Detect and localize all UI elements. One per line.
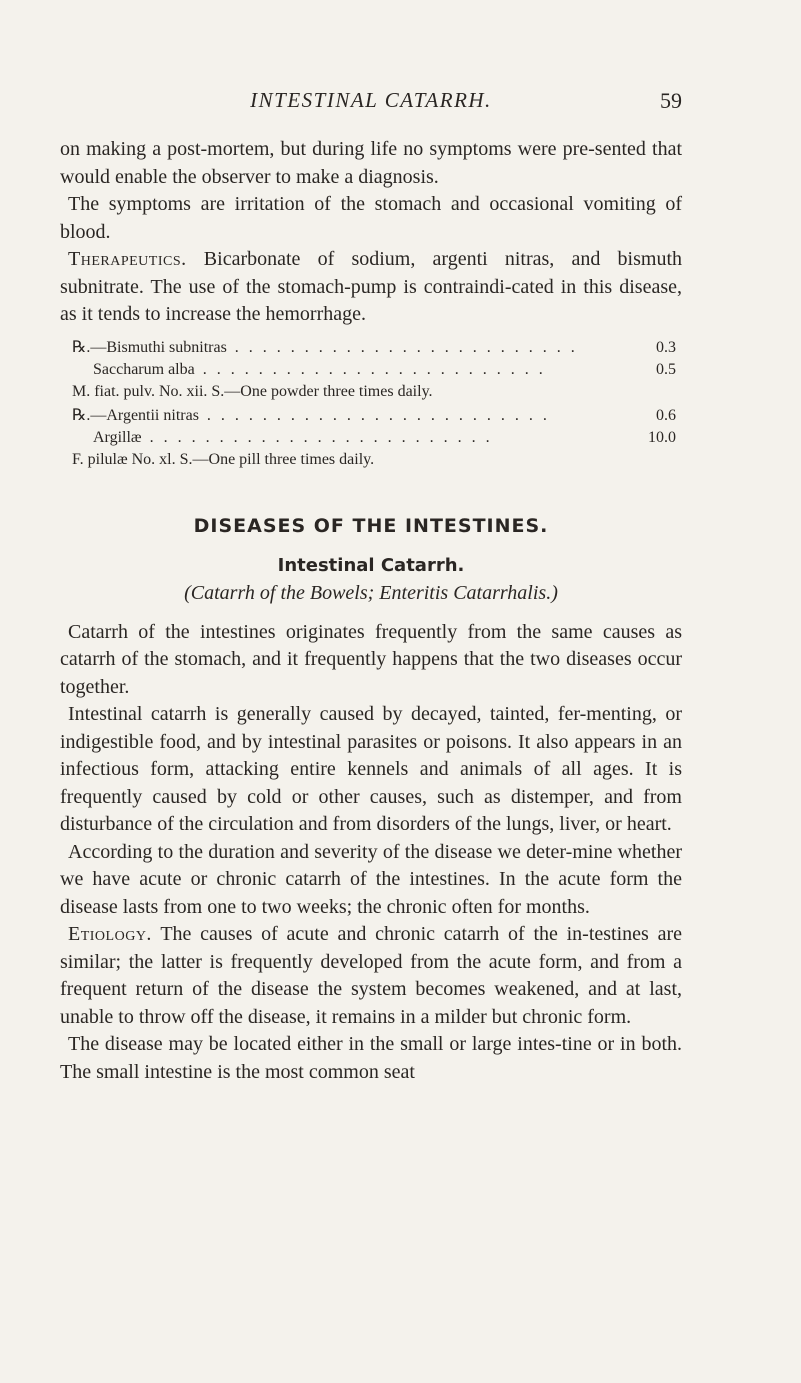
paragraph-text: Bicarbonate of sodium, argenti nitras, and bismuth subnitrate. The use of the stomach-pump is contraindi-cated in this disease, as it tends to increase the hemorrhage. (60, 248, 682, 325)
dot-leader: ......................... (149, 428, 500, 446)
page-number: 59 (660, 88, 682, 113)
ingredient-name: ℞.—Bismuthi subnitras (72, 338, 227, 356)
prescription-item (60, 427, 682, 449)
prescription-item (60, 405, 682, 427)
paragraph (60, 921, 682, 1031)
prescription-directions: M. fiat. pulv. No. xii. S.—One powder three times daily. (72, 382, 433, 400)
chapter-subtitle: Intestinal Catarrh. (277, 554, 465, 576)
ingredient-name: ℞.—Argentii nitras (72, 406, 199, 424)
paragraph: The symptoms are irritation of the stomach and occasional vomiting of blood. (60, 193, 682, 243)
ingredient-amount: 0.5 (656, 360, 676, 378)
paragraph: Intestinal catarrh is generally caused by decayed, tainted, fer-menting, or indigestible food, and by intestinal parasites or poisons. It also appears in an infectious form, attacking entire kennels and animals of all ages. It is frequently caused by cold or other causes, such as distemper, and from disturbance of the circulation and from disorders of the lungs, liver, or heart. (60, 703, 682, 835)
ingredient-name: Saccharum alba (93, 360, 195, 378)
prescription-item (60, 337, 682, 359)
prescription-directions: F. pilulæ No. xl. S.—One pill three times daily. (72, 450, 375, 468)
running-head: INTESTINAL CATARRH. (250, 88, 492, 112)
ingredient-name: Argillæ (93, 428, 142, 446)
alternate-names: (Catarrh of the Bowels; Enteritis Catarrhalis.) (184, 581, 558, 604)
paragraph (60, 246, 682, 329)
section-lead-therapeutics: Therapeutics. (68, 248, 187, 270)
section-lead-etiology: Etiology. (68, 923, 152, 945)
dot-leader: ......................... (234, 338, 585, 356)
ingredient-amount: 10.0 (648, 428, 676, 446)
ingredient-amount: 0.3 (656, 338, 676, 356)
dot-leader: ......................... (206, 406, 557, 424)
prescription-block (60, 337, 682, 471)
prescription-item (60, 359, 682, 381)
dot-leader: ......................... (202, 360, 553, 378)
section-title: DISEASES OF THE INTESTINES. (193, 514, 549, 537)
paragraph: on making a post-mortem, but during life no symptoms were pre-sented that would enable the observer to make a diagnosis. (60, 138, 682, 188)
ingredient-amount: 0.6 (656, 406, 676, 424)
paragraph-text: The causes of acute and chronic catarrh of the in-testines are similar; the latter is frequently developed from the acute form, and from a frequent return of the disease the system becomes weakened, and at last, unable to throw off the disease, it remains in a milder but chronic form. (60, 923, 682, 1028)
paragraph: Catarrh of the intestines originates frequently from the same causes as catarrh of the stomach, and it frequently happens that the two diseases occur together. (60, 620, 682, 698)
paragraph: The disease may be located either in the small or large intes-tine or in both. The small intestine is the most common seat (60, 1033, 682, 1083)
page-body (60, 136, 682, 1086)
page-header (60, 88, 682, 118)
paragraph: According to the duration and severity of the disease we deter-mine whether we have acute or chronic catarrh of the intestines. In the acute form the disease lasts from one to two weeks; the chronic often for months. (60, 840, 682, 918)
